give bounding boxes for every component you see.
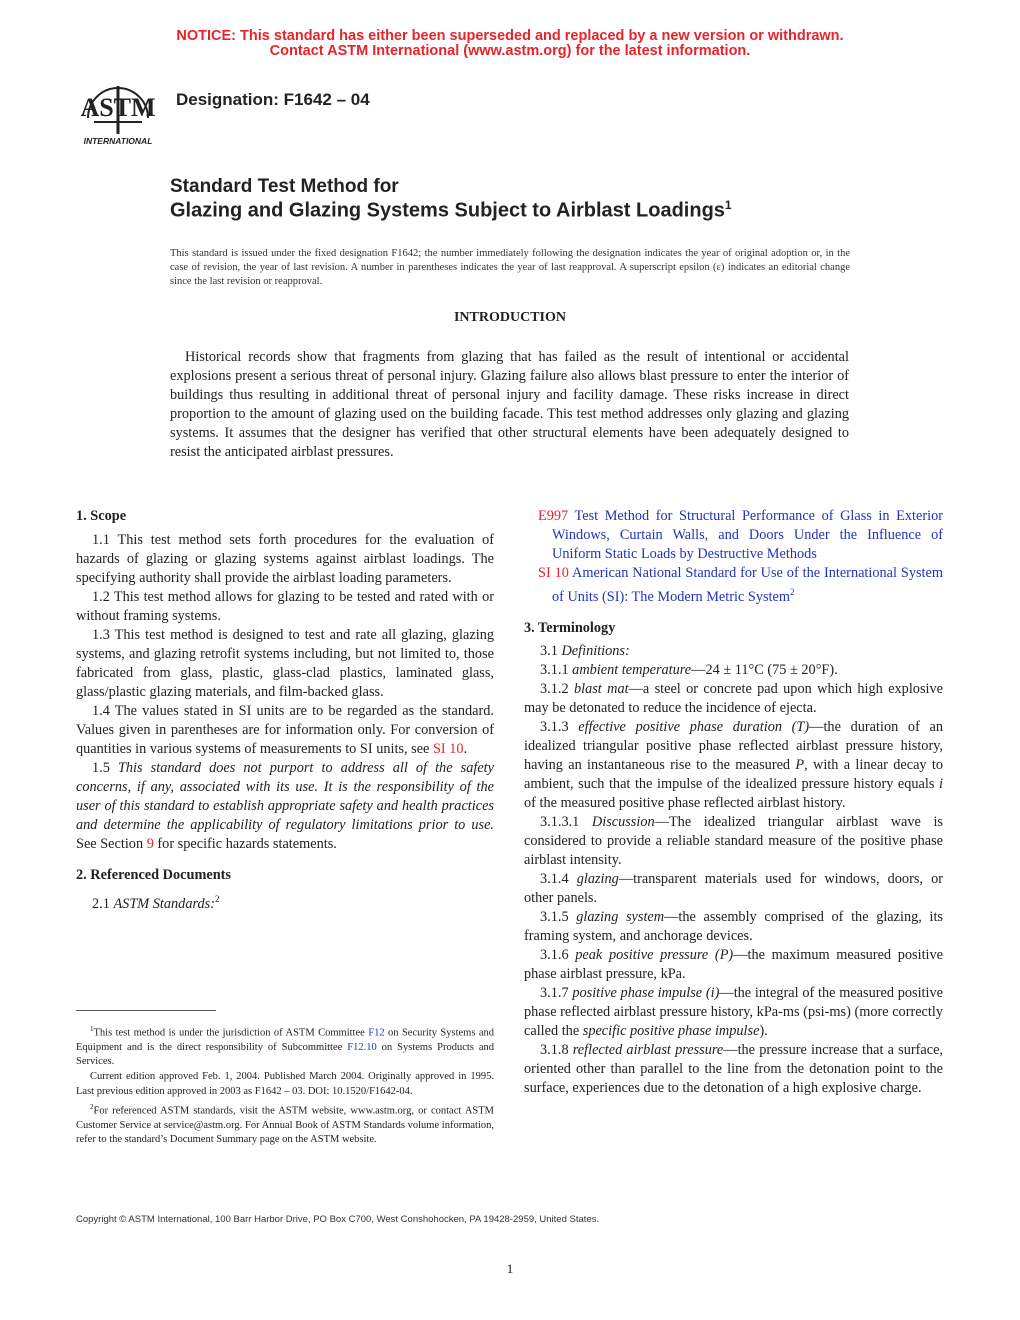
logo-bottom-text: INTERNATIONAL bbox=[83, 136, 153, 146]
scope-1-1: 1.1 This test method sets forth procedures for the evaluation of hazards of glazing or glazing systems against airblast loadings. The specifying authority shall provide the airblast loading parameters. bbox=[76, 532, 494, 586]
terminology-heading: 3. Terminology bbox=[524, 619, 616, 636]
logo-top-text: ASTM bbox=[80, 93, 156, 122]
footnote-2: $^2$For referenced ASTM standards, visit the ASTM website, www.astm.org, or contact ASTM Customer Service at service@astm.org. For Annual Book of ASTM Standards volume information, refer to the standard’s Document Summary page on the ASTM website. bbox=[76, 1102, 494, 1146]
introduction-text: Historical records show that fragments from glazing that has failed as the result of intentional or accidental explosions present a serious threat of personal injury. Glazing failure also allows blast pressure to enter the interior of buildings thus resulting in additional threat of personal injury and facility damage. These risks increase in direct proportion to the amount of glazing used on the building facade. This test method addresses only glazing and glazing systems. It assumes that the designer has verified that other structural elements have been adequately designed to resist the anticipated airblast pressures. bbox=[170, 349, 849, 460]
scope-1-5: 1.5 This standard does not purport to address all of the safety concerns, if any, associated with its use. It is the responsibility of the user of this standard to establish appropriate safety and health practices and determine the applicability of regulatory limitations prior to use. See Section 9 for specific hazards statements. bbox=[76, 760, 494, 852]
ref-e997[interactable]: E997 Test Method for Structural Performance of Glass in Exterior Windows, Curtain Walls, and Doors Under the Influence of Uniform Static Loads by Destructive Methods bbox=[538, 508, 943, 562]
footnotes bbox=[76, 1022, 494, 1148]
term-3-1-6: 3.1.6 peak positive pressure (P)—the maximum measured positive phase airblast pressure, kPa. bbox=[524, 946, 944, 982]
title-line-2 bbox=[170, 198, 732, 223]
footnote-edition: Current edition approved Feb. 1, 2004. Published March 2004. Originally approved in 1995. Last previous edition approved in 2003 as F1642 – 03. DOI: 10.1520/F1642-04. bbox=[76, 1071, 494, 1097]
term-3-1-2: 3.1.2 blast mat—a steel or concrete pad upon which high explosive may be detonated to reduce the incidence of ejecta. bbox=[524, 680, 943, 716]
notice-line-1: NOTICE: This standard has either been superseded and replaced by a new version or withdrawn. bbox=[176, 28, 844, 44]
term-3-1-3-1: 3.1.3.1 Discussion—The idealized triangular airblast wave is considered to provide a reliable standard measure of the positive phase airblast intensity. bbox=[524, 813, 943, 868]
notice-line-2: Contact ASTM International (www.astm.org) for the latest information. bbox=[269, 43, 751, 59]
issued-note: This standard is issued under the fixed designation F1642; the number immediately following the designation indicates the year of original adoption or, in the case of revision, the year of last revision. A number in parentheses indicates the year of last reapproval. A superscript epsilon (ε) indicates an editorial change since the last revision or reapproval. bbox=[170, 248, 850, 287]
referenced-2-1: 2.1 ASTM Standards:$^2$ bbox=[92, 894, 220, 912]
astm-logo-icon bbox=[76, 78, 160, 148]
term-3-1: 3.1 Definitions: bbox=[540, 642, 630, 659]
astm-logo bbox=[76, 78, 160, 148]
scope-1-3: 1.3 This test method is designed to test and rate all glazing, glazing systems, and glazing retrofit systems including, but not limited to, those fabricated from glass, plastic, glass-clad plastics, laminated glass, glass/plastic glazing materials, and film-backed glass. bbox=[76, 627, 494, 700]
f12-10-link[interactable]: F12.10 bbox=[347, 1041, 377, 1053]
left-column bbox=[76, 507, 494, 914]
term-3-1-5: 3.1.5 glazing system—the assembly comprised of the glazing, its framing system, and anchorage devices. bbox=[524, 908, 943, 944]
introduction-heading: INTRODUCTION bbox=[453, 310, 566, 325]
term-3-1-7: 3.1.7 positive phase impulse (i)—the integral of the measured positive phase reflected airblast pressure history, kPa-ms (psi-ms) (more correctly called the specific positive phase impulse). bbox=[524, 984, 943, 1039]
footnote-1: $^1$This test method is under the jurisdiction of ASTM Committee F12 on Security Systems and Equipment and is the direct responsibility of Subcommittee F12.10 on Systems Products and Services. bbox=[76, 1025, 495, 1068]
referenced-heading: 2. Referenced Documents bbox=[76, 867, 231, 883]
copyright: Copyright © ASTM International, 100 Barr Harbor Drive, PO Box C700, West Conshohocken, PA 19428-2959, United States. bbox=[76, 1214, 600, 1225]
term-3-1-3: 3.1.3 effective positive phase duration (T)—the duration of an idealized triangular positive phase reflected airblast pressure history, having an instantaneous rise to the measured P, with a linear decay to ambient, such that the impulse of the idealized pressure history equals i of the measured positive phase reflected airblast history. bbox=[524, 718, 943, 811]
f12-link[interactable]: F12 bbox=[368, 1027, 385, 1039]
scope-1-4: 1.4 The values stated in SI units are to be regarded as the standard. Values given in parentheses are for information only. For conversion of quantities in various systems of measurements to SI units, see SI 10. bbox=[76, 703, 494, 757]
term-3-1-1: 3.1.1 ambient temperature—24 ± 11°C (75 ± 20°F). bbox=[540, 661, 838, 678]
right-column bbox=[524, 507, 943, 1098]
scope-1-2: 1.2 This test method allows for glazing to be tested and rated with or without framing systems. bbox=[76, 589, 494, 624]
title-main: Glazing and Glazing Systems Subject to Airblast Loadings bbox=[170, 199, 725, 222]
term-3-1-8: 3.1.8 reflected airblast pressure—the pressure increase that a surface, oriented other than parallel to the line from the detonation point to the surface, experiences due to the detonation of a high explosive charge. bbox=[524, 1041, 943, 1096]
section-9-link[interactable]: 9 bbox=[146, 836, 154, 852]
si10-link[interactable]: SI 10 bbox=[432, 741, 464, 757]
designation: Designation: F1642 – 04 bbox=[176, 90, 370, 109]
page-number: 1 bbox=[506, 1261, 514, 1276]
title-line-1: Standard Test Method for bbox=[170, 176, 399, 197]
footnote-rule bbox=[76, 1010, 216, 1011]
ref-si10[interactable]: SI 10 American National Standard for Use of the International System of Units (SI): The Modern Metric System$^2$ bbox=[538, 565, 943, 605]
term-3-1-4: 3.1.4 glazing—transparent materials used for windows, doors, or other panels. bbox=[524, 870, 943, 906]
scope-heading: 1. Scope bbox=[76, 508, 127, 524]
title-footnote-mark: 1 bbox=[724, 198, 732, 212]
